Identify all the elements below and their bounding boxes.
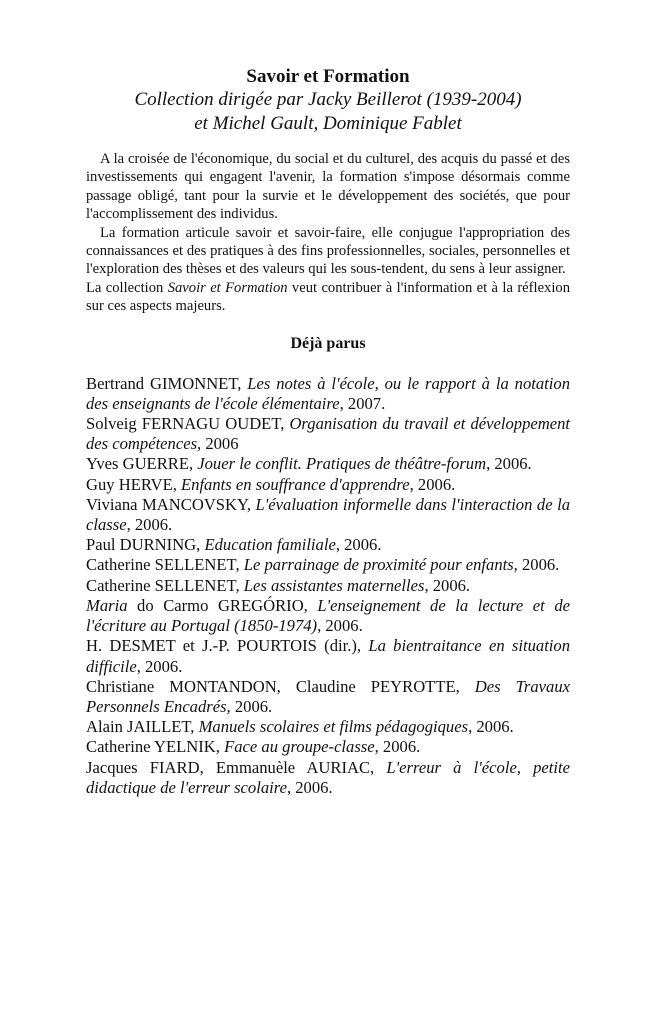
book-author: Viviana MANCOVSKY, <box>86 494 256 514</box>
list-item <box>86 414 570 454</box>
book-date: , 2006. <box>317 616 363 636</box>
book-title: Jouer le conflit. Pratiques de théâtre-forum <box>197 454 487 474</box>
book-date: , 2006. <box>424 575 471 595</box>
book-title: Manuels scolaires et films pédagogiques <box>198 717 469 737</box>
list-item <box>86 555 570 575</box>
book-title: L'enseignement de la lecture et de l'écriture au Portugal (1850-1974) <box>86 595 570 636</box>
book-author: do Carmo GREGÓRIO, <box>127 595 318 615</box>
list-item <box>86 636 570 676</box>
list-item <box>86 737 570 757</box>
book-author-first-name: Maria <box>86 595 128 615</box>
book-title: L'évaluation informelle dans l'interaction de la classe <box>86 494 570 535</box>
book-date: , 2007. <box>339 393 386 413</box>
list-item <box>86 677 570 717</box>
book-author: Catherine YELNIK, <box>86 737 225 757</box>
collection-name: Savoir et Formation <box>167 279 288 296</box>
list-item <box>86 454 570 474</box>
list-item <box>86 535 570 555</box>
book-author: Paul DURNING, <box>86 535 205 555</box>
book-date: 2006. <box>230 696 273 716</box>
series-codirectors: et Michel Gault, Dominique Fablet <box>194 113 462 134</box>
list-item <box>86 717 570 737</box>
book-date: , 2006. <box>409 474 456 494</box>
list-item <box>86 758 570 798</box>
book-author: Guy HERVE, <box>86 474 182 494</box>
intro-p3-before: La collection <box>86 279 168 296</box>
book-list <box>86 374 570 798</box>
book-date: , 2006. <box>486 454 532 474</box>
book-author: Jacques FIARD, Emmanuèle AURIAC, <box>86 757 387 777</box>
list-item <box>86 475 570 495</box>
book-title: Les assistantes maternelles <box>243 575 425 595</box>
intro-paragraph-2: La formation articule savoir et savoir-faire, elle conjugue l'appropriation des connaissances et des pratiques à des fins professionnelles, sociales, personnelles et l'exploration des thèses et des valeurs qui les sous-tendent, du sens à leur assigner. <box>86 224 570 278</box>
book-author: H. DESMET et J.-P. POURTOIS (dir.), <box>86 636 369 656</box>
book-title: Des Travaux Personnels Encadrés, <box>86 676 570 716</box>
book-author: Alain JAILLET, <box>86 717 199 737</box>
list-item <box>86 374 570 414</box>
book-title: Face au groupe-classe <box>224 737 375 757</box>
series-title: Savoir et Formation <box>246 66 410 87</box>
book-date: , 2006. <box>126 515 173 535</box>
intro-paragraph-3 <box>86 279 570 316</box>
list-item <box>86 495 570 535</box>
book-author: Solveig FERNAGU OUDET, <box>86 414 290 434</box>
book-title: Les notes à l'école, ou le rapport à la notation des enseignants de l'école élémentaire <box>86 373 570 413</box>
list-item <box>86 596 570 636</box>
intro-p3-after: veut contribuer à l'information et à la réflexion sur ces aspects majeurs. <box>86 279 570 315</box>
book-date: , 2006. <box>286 777 333 797</box>
collection-description <box>86 150 570 316</box>
book-title: L'erreur à l'école, petite didactique de l'erreur scolaire <box>86 757 570 797</box>
page <box>86 66 570 798</box>
section-heading: Déjà parus <box>290 334 366 352</box>
book-date: 2006 <box>201 434 239 454</box>
book-title: La bientraitance en situation difficile <box>86 636 571 676</box>
book-date: , 2006. <box>468 717 514 737</box>
book-date: 2006. <box>517 555 560 575</box>
book-author: Christiane MONTANDON, Claudine PEYROTTE, <box>86 676 475 696</box>
book-author: Yves GUERRE, <box>86 454 198 474</box>
book-date: , 2006. <box>335 535 382 555</box>
book-author: Catherine SELLENET, <box>86 575 244 595</box>
list-item <box>86 576 570 596</box>
book-date: , 2006. <box>136 656 183 676</box>
book-author: Catherine SELLENET, <box>86 555 244 575</box>
book-date: , 2006. <box>374 737 421 757</box>
book-title: Education familiale <box>204 535 336 555</box>
book-title: Le parrainage de proximité pour enfants, <box>243 555 518 575</box>
book-title: Enfants en souffrance d'apprendre <box>181 474 410 494</box>
intro-paragraph-1: A la croisée de l'économique, du social et du culturel, des acquis du passé et des investissements qui engagent l'avenir, la formation s'impose désormais comme passage obligé, tant pour la survie et le développement des sociétés, que pour l'accomplissement des individus. <box>86 151 570 223</box>
book-author: Bertrand GIMONNET, <box>86 373 248 393</box>
book-title: Organisation du travail et développement des compétences, <box>86 414 570 454</box>
series-director: Collection dirigée par Jacky Beillerot (1939-2004) <box>134 89 522 110</box>
